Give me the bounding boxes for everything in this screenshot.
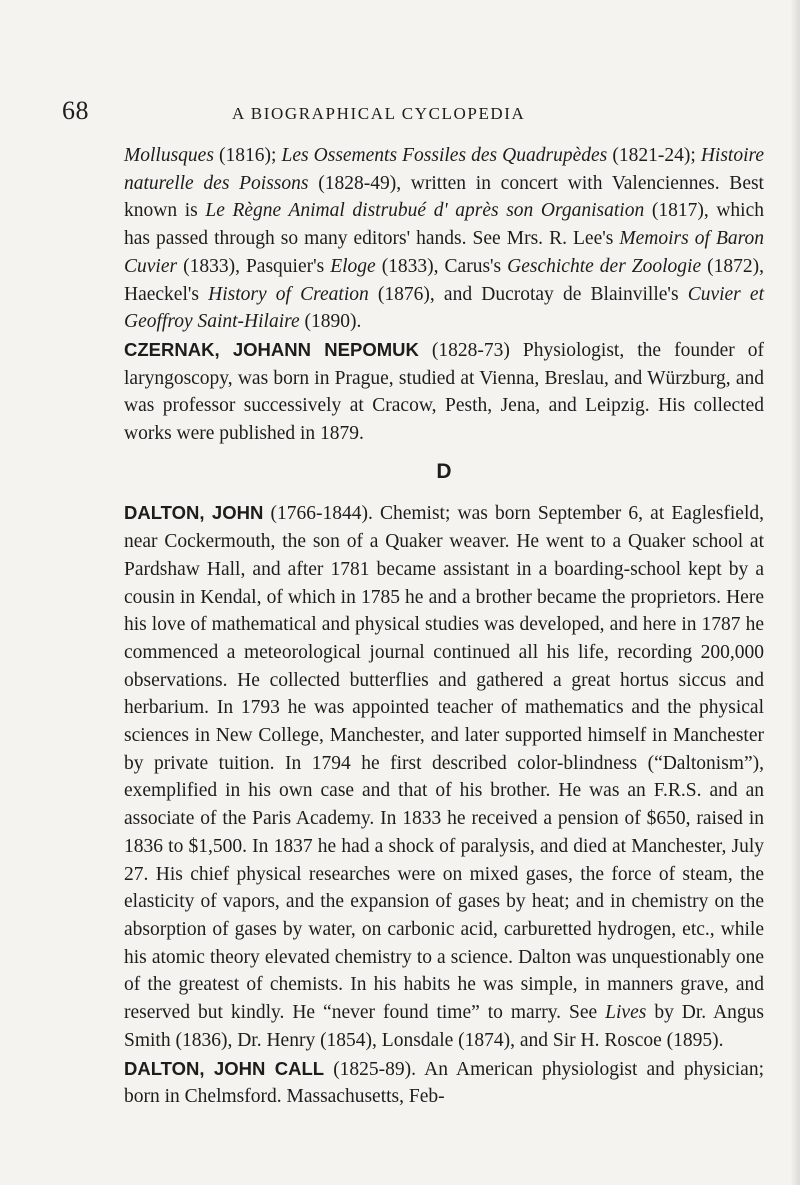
text-run: (1872), Haeckel's (124, 255, 764, 305)
continuation-paragraph (124, 142, 764, 336)
entry-dalton-call (124, 1055, 764, 1111)
entry-headword: CZERNAK, JOHANN NEPOMUK (124, 338, 419, 360)
entry-text: by Dr. Angus Smith (1836), Dr. Henry (1854), Lonsdale (1874), and Sir H. Roscoe (1895). (124, 1002, 764, 1051)
entry-text: (1825-89). An American physiologist and physician; born in Chelmsford. Massachusetts, Feb- (124, 1058, 764, 1108)
running-head: A BIOGRAPHICAL CYCLOPEDIA (232, 104, 526, 123)
page-number: 68 (62, 96, 89, 125)
work-title: Histoire naturelle des Poissons (124, 145, 765, 194)
page-edge-shadow (790, 0, 800, 1185)
text-run: (1816); (213, 145, 282, 166)
work-title: Cuvier et Geoffroy Saint-Hilaire (124, 283, 765, 333)
text-run: (1890). (299, 311, 362, 333)
text-run: (1828-49), written in concert with Valenciennes. Best known is (124, 172, 764, 222)
entry-czernak (124, 336, 764, 448)
work-title: History of Creation (208, 283, 369, 305)
work-title: Mollusques (124, 145, 214, 166)
work-title: Geschichte der Zoologie (507, 255, 702, 277)
section-letter: D (436, 459, 452, 483)
text-run: (1876), and Ducrotay de Blainville's (368, 283, 688, 305)
text-run: (1833), Pasquier's (177, 255, 331, 277)
text-run: (1833), Carus's (375, 255, 508, 277)
text-run: (1817), which has passed through so many editors' hands. See Mrs. R. Lee's (124, 200, 764, 250)
entry-text: (1766-1844). Chemist; was born September 6, at Eaglesfield, near Cockermouth, the son of a Quaker weaver. He went to a Quaker school at Pardshaw Hall, and after 1781 became assistant in a boarding-school kept by a cousin in Kendal, of which in 1785 he and a brother became the proprietors. Here his love of mathematical and physical studies was developed, and here in 1787 he commenced a meteorological journal continued all his life, recording 200,000 observations. He collected butterflies and gathered a great hortus siccus and herbarium. In 1793 he was appointed teacher of mathematics and the physical sciences in New College, Manchester, and later supported himself in Manchester by private tuition. In 1794 he first described color-blindness (“Daltonism”), exemplified in his own case and that of his brother. He was an F.R.S. and an associate of the Paris Academy. In 1833 he received a pension of $650, raised in 1836 to $1,500. In 1837 he had a shock of paralysis, and died at Manchester, July 27. His chief physical researches were on mixed gases, the force of steam, the elasticity of vapors, and the expansion of gases by heat; and in chemistry on the absorption of gases by water, on carbonic acid, carburetted hydrogen, etc., while his atomic theory elevated chemistry to a science. Dalton was unquestionably one of the greatest of chemists. In his habits he was simple, in manners grave, and reserved but kindly. He “never found time” to marry. See (124, 503, 764, 1024)
entry-headword: DALTON, JOHN CALL (124, 1057, 325, 1079)
entry-dalton (124, 499, 764, 1054)
work-title: Eloge (330, 255, 376, 277)
entry-text: (1828-73) Physiologist, the founder of laryngoscopy, was born in Prague, studied at Vienna, Breslau, and Würzburg, and was professor successively at Cracow, Pesth, Jena, and Leipzig. His collected works were published in 1879. (124, 339, 764, 445)
work-title: Le Règne Animal distrubué d' après son Organisation (205, 200, 645, 222)
entry-headword: DALTON, JOHN (124, 502, 264, 524)
text-run: (1821-24); (607, 145, 701, 166)
article-body (124, 142, 764, 1111)
work-title: Lives (605, 1002, 647, 1024)
work-title: Memoirs of Baron Cuvier (124, 228, 764, 277)
work-title: Les Ossements Fossiles des Quadrupèdes (281, 145, 608, 166)
